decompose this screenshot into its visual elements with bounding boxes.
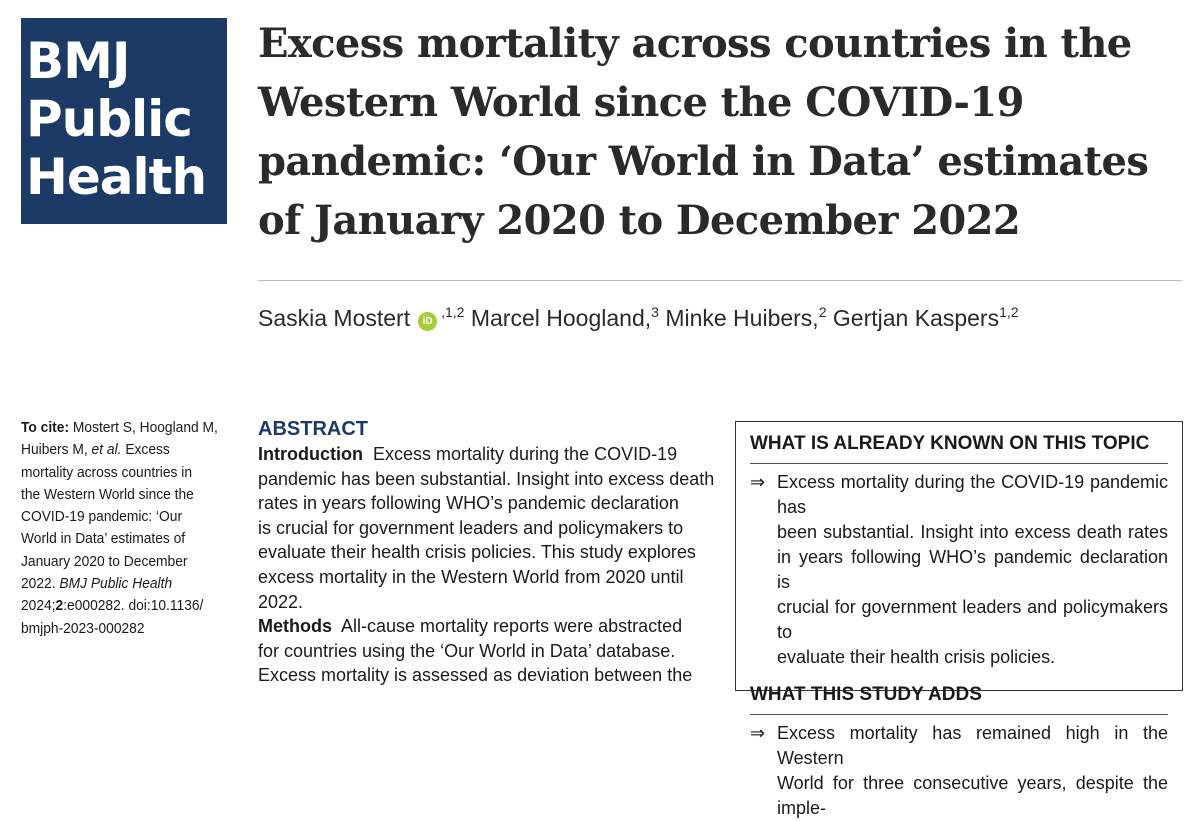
abstract-line: for countries using the ‘Our World in Data’ database. <box>258 640 676 661</box>
box-text: Excess mortality during the COVID-19 pandemic has <box>777 472 1168 517</box>
box-divider <box>750 714 1168 715</box>
title-line: of January 2020 to December 2022 <box>258 197 1021 244</box>
box-text: crucial for government leaders and policymakers to <box>777 597 1168 642</box>
logo-line-3: Health <box>26 148 207 206</box>
box-text: evaluate their health crisis policies. <box>777 647 1056 667</box>
box-text: World for three consecutive years, despite the imple- <box>777 773 1168 818</box>
abstract-line <box>258 442 708 467</box>
article-title <box>258 14 1178 250</box>
cite-text: 2022. <box>21 575 60 593</box>
methods-label: Methods <box>258 616 332 637</box>
logo-line-1: BMJ <box>26 32 130 90</box>
intro-label: Introduction <box>258 444 363 464</box>
author-affiliation: 2 <box>818 304 827 320</box>
logo-line-2: Public <box>26 90 192 148</box>
cite-text: mortality across countries in <box>21 463 193 481</box>
cite-text: Huibers M, <box>21 441 92 459</box>
key-messages-box <box>735 421 1183 818</box>
author-name[interactable]: Marcel Hoogland, <box>470 305 652 331</box>
box-divider <box>750 463 1168 464</box>
title-divider <box>258 280 1182 281</box>
abstract-line: evaluate their health crisis policies. This study explores <box>258 542 696 563</box>
box-list-item <box>750 470 1168 670</box>
citation-block <box>21 417 220 640</box>
cite-text: et al. <box>91 441 122 459</box>
author-name[interactable]: Gertjan Kaspers <box>832 305 1000 331</box>
author-list <box>258 304 1019 332</box>
author-affiliation: ,1,2 <box>441 304 465 320</box>
cite-doi[interactable]: bmjph-2023-000282 <box>21 619 145 637</box>
abstract-line: rates in years following WHO’s pandemic declaration <box>258 493 679 514</box>
cite-text: 2024; <box>21 597 56 615</box>
author-name[interactable]: Minke Huibers, <box>665 305 819 331</box>
abstract-text: Excess mortality during the COVID-19 <box>362 444 678 464</box>
cite-text: Excess <box>121 441 170 459</box>
cite-doi[interactable]: :e000282. doi:10.1136/ <box>63 597 204 615</box>
orcid-icon[interactable]: iD <box>418 312 437 331</box>
author-affiliation: 3 <box>651 304 659 320</box>
author-name[interactable]: Saskia Mostert <box>258 305 411 331</box>
cite-text: the Western World since the <box>21 485 194 503</box>
cite-text: World in Data’ estimates of <box>21 530 186 548</box>
title-line: pandemic: ‘Our World in Data’ estimates <box>258 138 1149 185</box>
abstract-line: Excess mortality is assessed as deviation between the <box>258 665 693 686</box>
box-text: in years following WHO’s pandemic declaration is <box>777 547 1168 592</box>
cite-text: COVID-19 pandemic: ‘Our <box>21 508 183 526</box>
author-affiliation: 1,2 <box>999 304 1019 320</box>
abstract-line: pandemic has been substantial. Insight into excess death <box>258 468 715 489</box>
box-text: Excess mortality has remained high in the Western <box>777 723 1168 768</box>
journal-logo <box>21 18 227 224</box>
box-heading-adds: WHAT THIS STUDY ADDS <box>750 684 982 705</box>
box-heading-known: WHAT IS ALREADY KNOWN ON THIS TOPIC <box>750 433 1150 454</box>
box-list-item <box>750 721 1168 821</box>
cite-text: January 2020 to December <box>21 552 188 570</box>
abstract-line: is crucial for government leaders and policymakers to <box>258 517 684 538</box>
cite-text: Mostert S, Hoogland M, <box>72 419 218 436</box>
arrow-icon: ⇒ <box>750 723 766 743</box>
abstract-line <box>258 614 708 639</box>
abstract-section <box>258 416 715 688</box>
abstract-heading: ABSTRACT <box>258 418 368 440</box>
cite-journal: BMJ Public Health <box>59 575 173 593</box>
box-text: been substantial. Insight into excess death rates <box>777 522 1168 542</box>
title-line: Excess mortality across countries in the <box>258 20 1132 67</box>
abstract-line: excess mortality in the Western World from 2020 until <box>258 566 684 587</box>
abstract-text: All-cause mortality reports were abstracted <box>332 616 683 637</box>
cite-label: To cite: <box>21 419 70 436</box>
title-line: Western World since the COVID-19 <box>258 79 1024 126</box>
abstract-line: 2022. <box>258 591 304 612</box>
cite-volume: 2 <box>55 597 64 615</box>
arrow-icon: ⇒ <box>750 472 766 492</box>
